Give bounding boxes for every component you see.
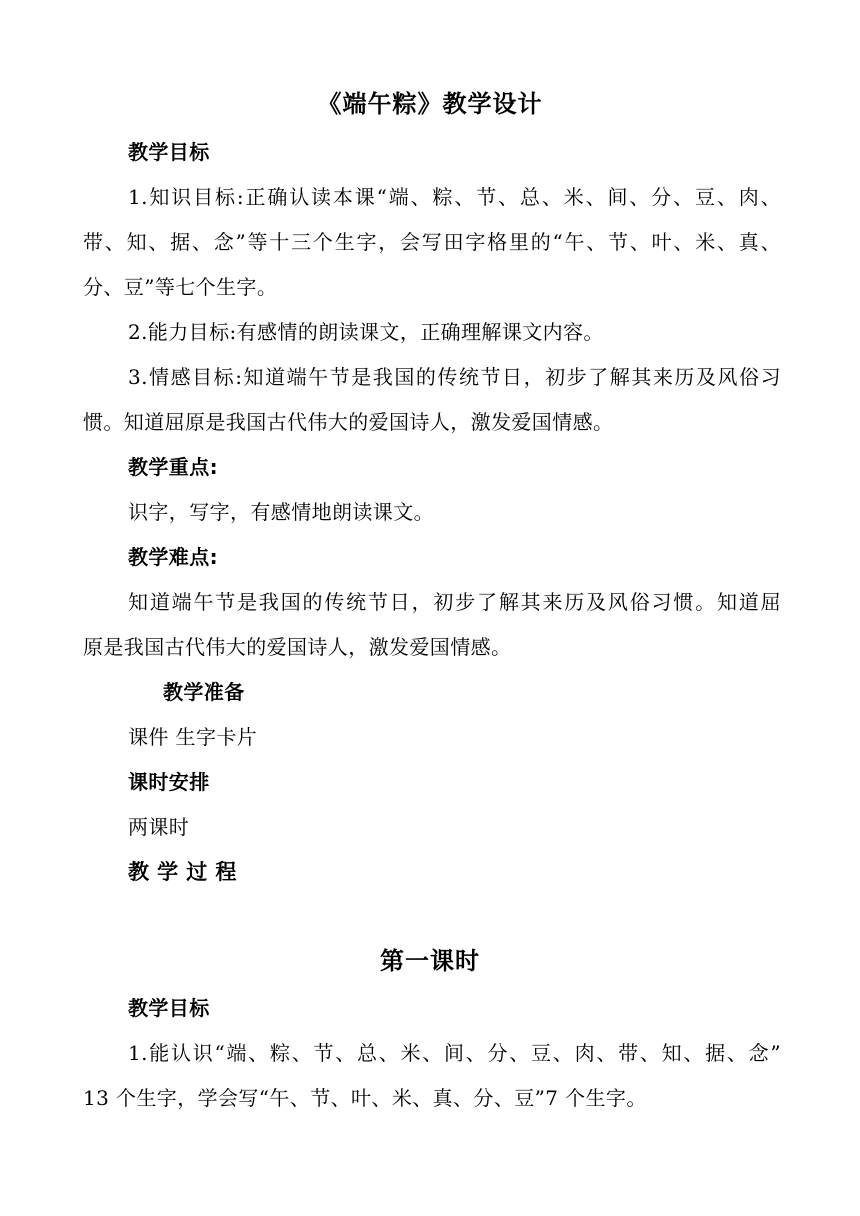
lesson-1-title: 第一课时: [380, 946, 480, 975]
objective-1-line-2: 带、知、据、念”等十三个生字，会写田字格里的“午、节、叶、米、真、: [83, 230, 781, 254]
key-points-text: 识字，写字，有感情地朗读课文。: [128, 500, 434, 524]
schedule-text: 两课时: [128, 815, 190, 839]
objective-1-line-3: 分、豆”等七个生字。: [83, 275, 278, 299]
process-heading: 教 学 过 程: [128, 860, 237, 884]
difficulties-line-1: 知道端午节是我国的传统节日，初步了解其来历及风俗习惯。知道屈: [128, 590, 781, 614]
lesson-1-objectives-heading: 教学目标: [128, 996, 210, 1020]
objective-2: 2.能力目标:有感情的朗读课文，正确理解课文内容。: [128, 320, 604, 344]
objectives-heading: 教学目标: [128, 140, 210, 164]
objective-1-line-1: 1.知识目标:正确认读本课“端、粽、节、总、米、间、分、豆、肉、: [128, 185, 781, 209]
preparation-heading: 教学准备: [163, 680, 245, 704]
schedule-heading: 课时安排: [128, 770, 210, 794]
difficulties-line-2: 原是我国古代伟大的爱国诗人，激发爱国情感。: [83, 635, 512, 659]
objective-3-line-1: 3.情感目标:知道端午节是我国的传统节日，初步了解其来历及风俗习: [128, 365, 781, 389]
preparation-text: 课件 生字卡片: [128, 725, 258, 749]
difficulties-heading: 教学难点:: [128, 545, 218, 569]
objective-3-line-2: 惯。知道屈原是我国古代伟大的爱国诗人，激发爱国情感。: [83, 410, 614, 434]
lesson-1-objective-1-line-2: 13 个生字，学会写“午、节、叶、米、真、分、豆”7 个生字。: [83, 1086, 647, 1110]
document-title: 《端午粽》教学设计: [317, 89, 543, 118]
lesson-1-objective-1-line-1: 1.能认识“端、粽、节、总、米、间、分、豆、肉、带、知、据、念”: [128, 1041, 781, 1065]
key-points-heading: 教学重点:: [128, 455, 218, 479]
